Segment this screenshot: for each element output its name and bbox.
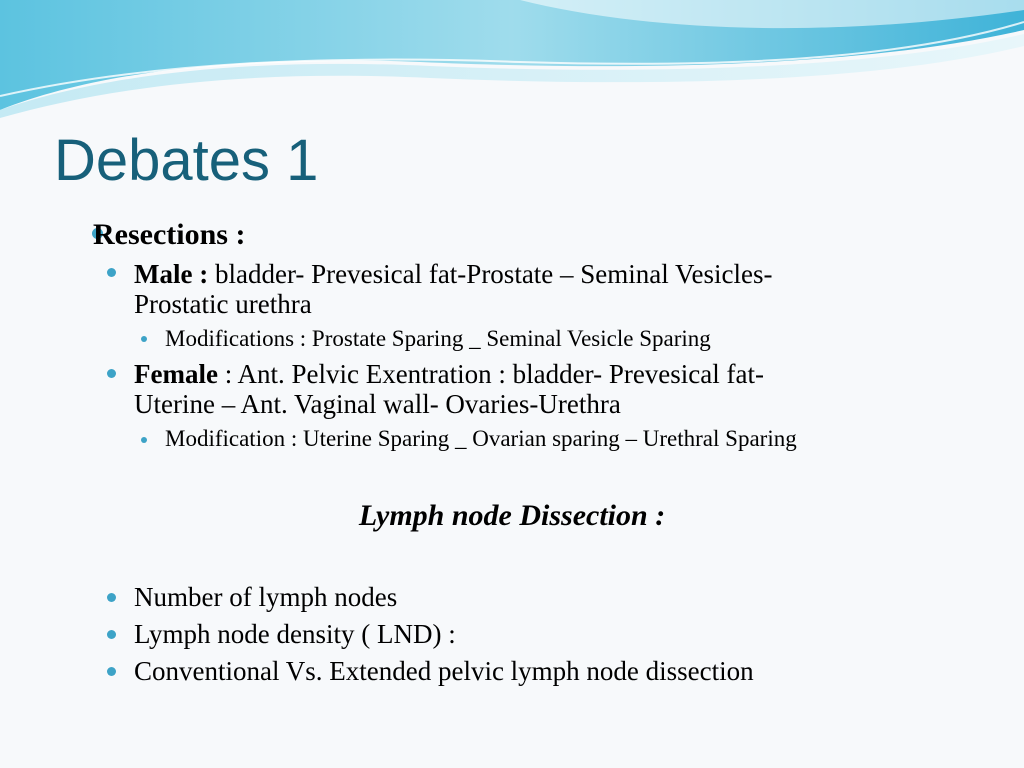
female-modification: Modification : Uterine Sparing _ Ovarian sparing – Urethral Sparing: [165, 426, 797, 451]
female-text-line1: : Ant. Pelvic Exentration : bladder- Prevesical fat-: [217, 359, 764, 389]
bullet-icon: [141, 336, 147, 342]
female-bullet: [134, 359, 994, 419]
female-label: Female: [134, 359, 218, 389]
male-text-line1: bladder- Prevesical fat-Prostate – Seminal Vesicles-: [208, 259, 773, 289]
lymph-node-dissection-heading: Lymph node Dissection :: [358, 499, 666, 532]
bullet-icon: [107, 369, 116, 378]
bullet-icon: [141, 437, 147, 443]
lymph-item: Conventional Vs. Extended pelvic lymph node dissection: [134, 656, 754, 686]
male-label: Male :: [134, 259, 209, 289]
female-text-line2: Uterine – Ant. Vaginal wall- Ovaries-Urethra: [134, 389, 621, 419]
bullet-icon: [107, 667, 116, 676]
lymph-item: Lymph node density ( LND) :: [134, 619, 456, 649]
bullet-icon: [107, 630, 116, 639]
lymph-item: Number of lymph nodes: [134, 582, 398, 612]
bullet-icon: [107, 268, 116, 277]
slide-title: Debates 1: [54, 128, 319, 193]
resections-heading: Resections :: [93, 218, 246, 251]
male-modifications: Modifications : Prostate Sparing _ Seminal Vesicle Sparing: [165, 326, 711, 351]
male-text-line2: Prostatic urethra: [134, 289, 312, 319]
bullet-icon: [107, 593, 116, 602]
male-bullet: [134, 259, 994, 319]
header-wave-decoration: [0, 0, 1024, 120]
